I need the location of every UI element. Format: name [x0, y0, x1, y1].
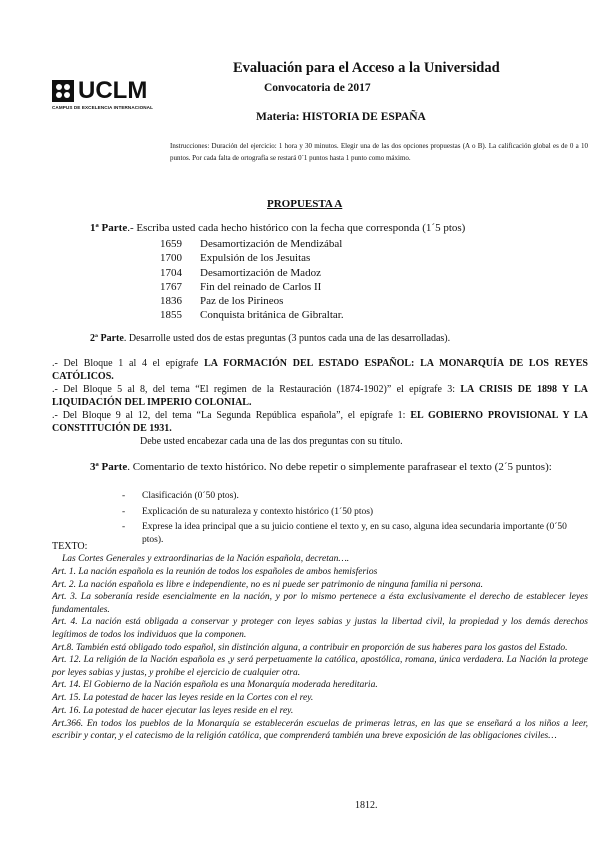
logo-wordmark: UCLM	[78, 77, 148, 104]
event-year: 1659	[160, 238, 182, 250]
article: Art. 2. La nación española es libre e independiente, no es ni puede ser patrimonio de ninguna familia ni persona.	[52, 579, 484, 590]
article: Art. 12. La religión de la Nación española es ,y será perpetuamente la católica, apostólica, romana, única verdadera. La Nación la protege por leyes sabias y justas, y prohíbe el ejercicio de cualquier otra.	[52, 655, 588, 678]
materia: Materia: HISTORIA DE ESPAÑA	[256, 111, 426, 123]
uclm-logo	[52, 77, 172, 110]
article: Art.366. En todos los pueblos de la Monarquía se establecerán escuelas de primeras letras, en las que se enseñará a los niños a leer, escribir y contar, y el catecismo de la religión católica, que comprenderá también una breve exposición de las obligaciones civiles…	[52, 718, 588, 742]
article: Art. 14. El Gobierno de la Nación española es una Monarquía moderada hereditaria.	[52, 680, 378, 691]
instructions: Instrucciones: Duración del ejercicio: 1 hora y 30 minutos. Elegir una de las dos opciones propuestas (A o B). La calificación global es de 0 a 10 puntos. Por cada falta de ortografía se restará 0´1 puntos hasta 1 punto como máximo.	[170, 142, 588, 162]
list-item: - Exprese la idea principal que a su juicio contiene el texto y, en su caso, alguna idea secundaria importante (0´50 ptos).	[122, 521, 588, 546]
event-text: Desamortización de Mendizábal	[200, 238, 343, 250]
event-row	[160, 294, 344, 308]
encabezar-note: Debe usted encabezar cada una de las dos preguntas con su título.	[140, 436, 403, 447]
parte3-label: 3ª Parte	[90, 461, 128, 473]
bloque-epigrafe: EL GOBIERNO PROVISIONAL Y LA CONSTITUCIÓN DE 1931.	[52, 410, 588, 434]
historical-text	[52, 553, 588, 743]
propuesta-heading: PROPUESTA A	[267, 198, 343, 210]
list-item-text: Clasificación (0´50 ptos).	[142, 491, 239, 501]
event-row	[160, 266, 344, 280]
exam-title: Evaluación para el Acceso a la Universidad	[233, 60, 500, 76]
article: Art. 15. La potestad de hacer las leyes reside en la Cortes con el rey.	[52, 693, 314, 704]
parte1-heading	[90, 222, 465, 234]
bloque-text: .- Del Bloque 9 al 12, del tema “La Segunda República española”, el epígrafe 1:	[52, 410, 411, 421]
uclm-emblem-icon	[52, 80, 74, 102]
event-row	[160, 308, 344, 322]
parte2-heading	[90, 333, 450, 344]
list-item-text: Explicación de su naturaleza y contexto histórico (1´50 ptos)	[142, 506, 374, 517]
list-item: - Explicación de su naturaleza y contexto histórico (1´50 ptos)	[122, 506, 374, 517]
article: Art.8. También está obligado todo español, sin distinción alguna, a contribuir en proporción de sus haberes para los gastos del Estado.	[52, 642, 568, 653]
parte1-text: .- Escriba usted cada hecho histórico con la fecha que corresponda (1´5 ptos)	[127, 222, 466, 234]
event-year: 1700	[160, 252, 182, 265]
parte2-text: . Desarrolle usted dos de estas preguntas (3 puntos cada una de las desarrolladas).	[123, 333, 451, 344]
parte3-heading	[90, 460, 588, 474]
event-text: Fin del reinado de Carlos II	[200, 280, 322, 293]
parte1-label: 1ª Parte	[90, 222, 128, 234]
event-year: 1836	[160, 295, 182, 308]
bloque-text: .- Del Bloque 5 al 8, del tema “El regimen de la Restauración (1874-1902)” el epígrafe 3:	[52, 384, 461, 395]
parte3-items	[122, 490, 588, 549]
bloque-question	[52, 384, 588, 409]
bloque-text: .- Del Bloque 1 al 4 el epígrafe	[52, 358, 205, 369]
event-row	[160, 280, 344, 294]
texto-label: TEXTO:	[52, 541, 88, 552]
list-item: - Clasificación (0´50 ptos).	[122, 491, 239, 501]
article: Art. 4. La nación está obligada a conservar y proteger con leyes sabias y justas la libertad civil, la propiedad y los demás derechos legítimos de todos los individuos que la componen.	[52, 617, 588, 640]
texto-intro: Las Cortes Generales y extraordinarias de la Nación española, decretan….	[62, 554, 350, 564]
parte2-label: 2ª Parte	[90, 333, 124, 344]
parte3-text: . Comentario de texto histórico. No debe repetir o simplemente parafrasear el texto (2´5 puntos):	[127, 461, 552, 473]
event-text: Conquista británica de Gibraltar.	[200, 309, 344, 322]
event-year: 1855	[160, 309, 182, 322]
article: Art. 3. La soberanía reside esencialmente en la nación, y por lo mismo pertenece a ésta exclusivamente el derecho de establecer leyes fundamentales.	[52, 592, 588, 615]
event-text: Expulsión de los Jesuitas	[200, 252, 311, 265]
bloque-question	[52, 358, 588, 383]
convocatoria: Convocatoria de 2017	[264, 82, 371, 94]
event-year: 1767	[160, 280, 182, 293]
bloque-epigrafe: LA CRISIS DE 1898 Y LA LIQUIDACIÓN DEL IMPERIO COLONIAL.	[52, 384, 588, 408]
list-item-text: Exprese la idea principal que a su juicio contiene el texto y, en su caso, alguna idea secundaria importante (0´50 ptos).	[142, 522, 567, 545]
bloque-epigrafe: LA FORMACIÓN DEL ESTADO ESPAÑOL: LA MONARQUÍA DE LOS REYES CATÓLICOS.	[52, 358, 588, 382]
events-list	[160, 237, 344, 323]
event-row	[160, 237, 344, 251]
article: Art. 1. La nación española es la reunión de todos los españoles de ambos hemisferios	[52, 566, 378, 577]
event-row	[160, 251, 344, 265]
event-year: 1704	[160, 266, 182, 279]
texto-year: 1812.	[355, 800, 378, 811]
event-text: Desamortización de Madoz	[200, 266, 321, 279]
bloque-question	[52, 410, 588, 435]
article: Art. 16. La potestad de hacer ejecutar las leyes reside en el rey.	[52, 706, 294, 717]
event-text: Paz de los Pirineos	[200, 295, 284, 308]
logo-subtitle: CAMPUS DE EXCELENCIA INTERNACIONAL	[52, 105, 153, 110]
